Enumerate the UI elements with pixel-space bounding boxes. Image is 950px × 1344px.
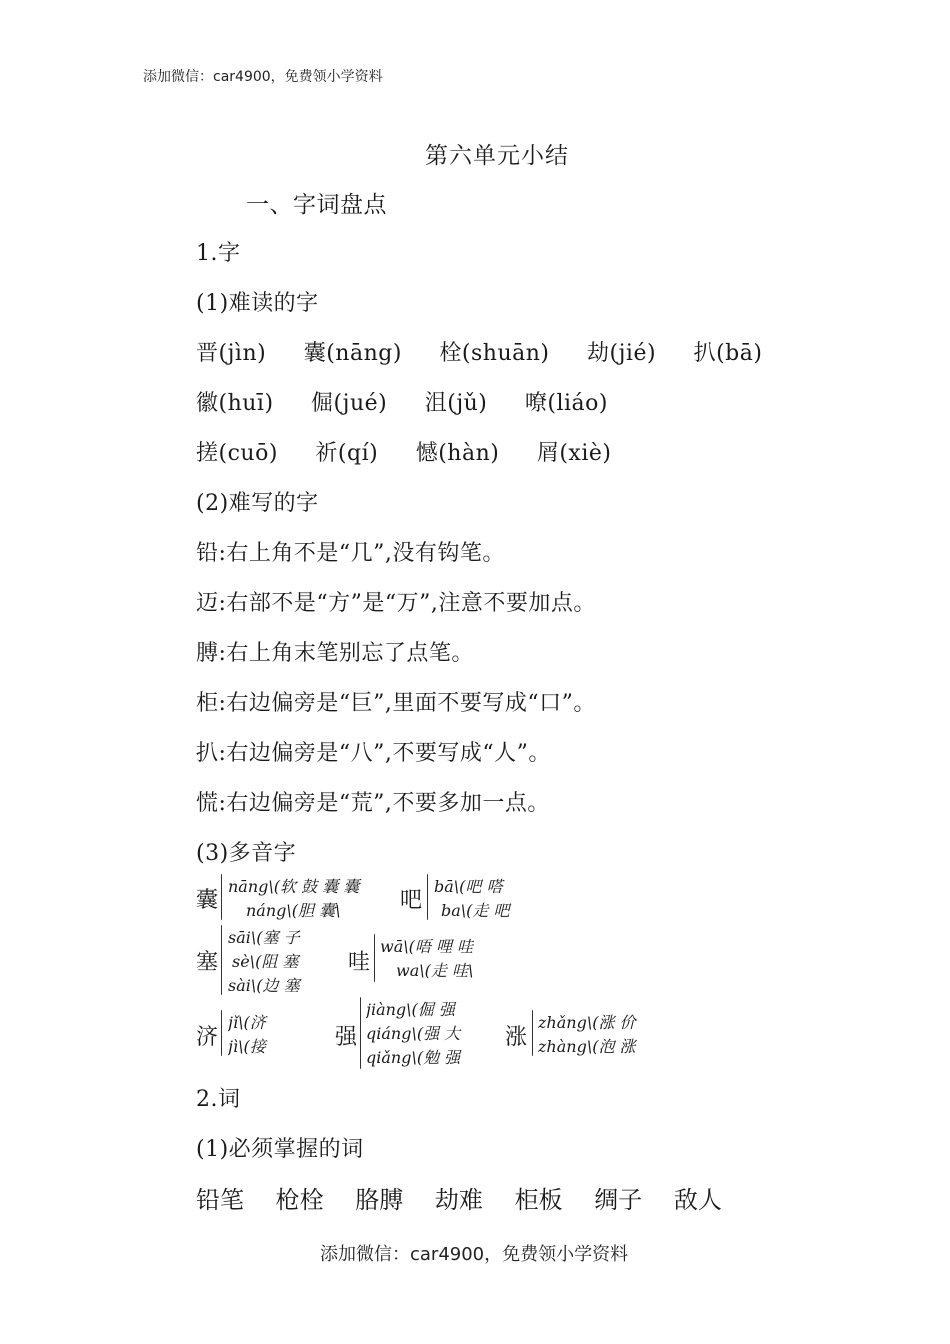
- write-note: 扒:右边偏旁是“八”,不要写成“人”。: [196, 741, 551, 766]
- reading: qiáng\(强 大: [366, 1024, 461, 1043]
- read-item: 晋(jìn): [196, 341, 267, 366]
- section-heading-words-review: 一、字词盘点: [246, 192, 387, 218]
- read-item: 劫(jié): [587, 341, 657, 366]
- reading: náng\(胆 囊\: [246, 901, 341, 920]
- read-item: 憾(hàn): [415, 441, 500, 466]
- heading-must-words: (1)必须掌握的词: [196, 1137, 364, 1162]
- word-item: 劫难: [434, 1186, 483, 1214]
- reading: sài\(边 塞: [228, 976, 300, 995]
- read-item: 扒(bā): [693, 341, 763, 366]
- write-note: 铅:右上角不是“几”,没有钩笔。: [196, 541, 505, 566]
- reading: jiàng\(倔 强: [366, 1000, 455, 1019]
- write-note: 迈:右部不是“方”是“万”,注意不要加点。: [196, 591, 596, 616]
- brace: [427, 874, 428, 920]
- read-item: 沮(jǔ): [424, 391, 488, 416]
- reading: nāng\(软 鼓 囊 囊: [228, 877, 360, 896]
- read-row-2: [196, 386, 608, 417]
- read-item: 囊(nāng): [303, 341, 402, 366]
- watermark-bottom: 添加微信：car4900，免费领小学资料: [320, 1244, 629, 1265]
- word-item: 绸子: [594, 1186, 643, 1214]
- write-note: 柜:右边偏旁是“巨”,里面不要写成“口”。: [196, 691, 596, 716]
- reading: zhǎng\(涨 价: [538, 1013, 636, 1032]
- page-title: 第六单元小结: [425, 143, 569, 169]
- brace: [221, 1010, 222, 1056]
- reading: bā\(吧 嗒: [434, 877, 503, 896]
- brace: [221, 925, 222, 995]
- read-row-3: [196, 436, 611, 467]
- reading: zhàng\(泡 涨: [538, 1037, 636, 1056]
- read-item: 倔(jué): [311, 391, 388, 416]
- heading-difficult-read: (1)难读的字: [196, 291, 319, 316]
- read-item: 屑(xiè): [536, 441, 612, 466]
- read-item: 搓(cuō): [196, 441, 278, 466]
- read-row-1: [196, 336, 762, 367]
- word-item: 敌人: [673, 1186, 722, 1214]
- polyphone-char: 涨: [505, 1025, 528, 1050]
- read-item: 栓(shuān): [439, 341, 550, 366]
- brace: [374, 934, 375, 982]
- subheading-words: 2.词: [196, 1087, 241, 1112]
- heading-difficult-write: (2)难写的字: [196, 491, 319, 516]
- reading: jǐ\(济: [228, 1013, 266, 1032]
- word-item: 柜板: [514, 1186, 563, 1214]
- reading: ba\(走 吧: [441, 901, 510, 920]
- polyphone-char: 囊: [196, 888, 219, 913]
- brace: [360, 997, 361, 1069]
- write-note: 膊:右上角末笔别忘了点笔。: [196, 641, 474, 666]
- word-item: 胳膊: [355, 1186, 404, 1214]
- write-note: 慌:右边偏旁是“荒”,不要多加一点。: [196, 791, 550, 816]
- reading: wa\(走 哇\: [396, 961, 474, 980]
- polyphone-char: 济: [196, 1025, 219, 1050]
- reading: sè\(阻 塞: [232, 952, 299, 971]
- brace: [532, 1010, 533, 1056]
- brace: [221, 874, 222, 920]
- read-item: 祈(qí): [315, 441, 379, 466]
- word-item: 枪栓: [275, 1186, 324, 1214]
- read-item: 嘹(liáo): [524, 391, 609, 416]
- must-words-row: [196, 1180, 746, 1215]
- heading-polyphones: (3)多音字: [196, 841, 297, 866]
- read-item: 徽(huī): [196, 391, 274, 416]
- reading: jì\(接: [228, 1037, 266, 1056]
- polyphone-char: 强: [335, 1025, 358, 1050]
- watermark-top: 添加微信：car4900，免费领小学资料: [143, 69, 383, 85]
- polyphone-char: 哇: [348, 950, 371, 975]
- reading: sāi\(塞 子: [228, 928, 300, 947]
- reading: wā\(唔 哩 哇: [380, 937, 474, 956]
- subheading-characters: 1.字: [196, 241, 241, 266]
- polyphone-char: 塞: [196, 950, 219, 975]
- polyphone-char: 吧: [400, 888, 423, 913]
- reading: qiǎng\(勉 强: [366, 1048, 461, 1067]
- word-item: 铅笔: [196, 1186, 244, 1214]
